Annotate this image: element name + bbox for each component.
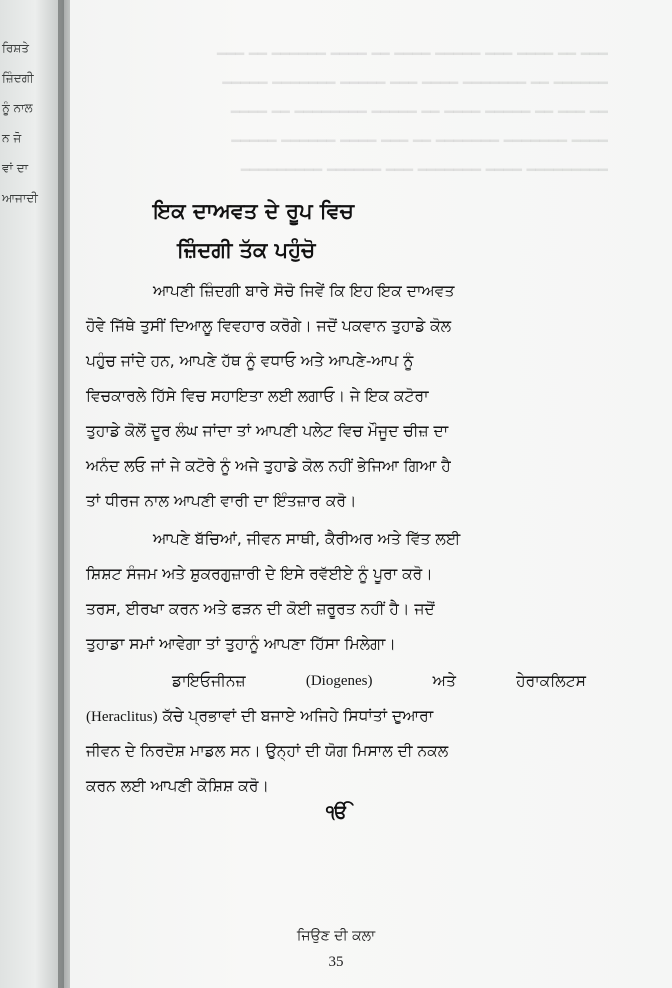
show-through-text: ━━━ ━━ ━━━━ ━━━ ━━━━━ ━━━━ ━━ ━━━━ ━━━━━━ ━━ ━━━ ━━━━━━ ━━ ━━━━━━━ ━━━━ ━━━ ━━━━━ ━━━━━━━ ━━━━━ ━━ ━━━ ━━ ━━━━━ ━━━━ ━━ ━━━━━ ━━━━━━━━ ━━ ━━━━ ━━━━ ━━━━━━━ ━━━━━━━ ━━ ━━━ ━━━━ ━━━━━━ ━━━━━ ━━━━━━━━━ ━━━━ ━━━━━━━ ━━━ ━━━━━━ ━━━━━━━━━ <box>217 45 608 179</box>
left-edge-text: ਨੂੰ ਨਾਲ <box>2 101 33 115</box>
word-diogenes-latin: (Diogenes) <box>305 673 373 689</box>
paragraph-line: ਸ਼ਿਸ਼ਟ ਸੰਜਮ ਅਤੇ ਸ਼ੁਕਰਗੁਜ਼ਾਰੀ ਦੇ ਇਸੇ ਰਵੱਈਏ ਨੂੰ ਪੂਰਾ ਕਰੋ। <box>86 565 433 583</box>
word-diogenes-gurmukhi: ਡਾਇਓਜੀਨਜ਼ <box>172 672 246 690</box>
left-edge-text: ਨ ਜੋ <box>2 131 22 145</box>
page-number: 35 <box>328 954 344 970</box>
left-edge-text: ਜ਼ਿੰਦਗੀ <box>2 71 34 85</box>
chapter-heading-line2: ਜ਼ਿੰਦਗੀ ਤੱਕ ਪਹੁੰਚੋ <box>177 238 316 262</box>
paragraph-line: ਤੁਹਾਡਾ ਸਮਾਂ ਆਵੇਗਾ ਤਾਂ ਤੁਹਾਨੂੰ ਆਪਣਾ ਹਿੱਸਾ ਮਿਲੇਗਾ। <box>86 635 396 653</box>
paragraph-line: ਤੁਹਾਡੇ ਕੋਲੋਂ ਦੂਰ ਲੰਘ ਜਾਂਦਾ ਤਾਂ ਆਪਣੀ ਪਲੇਟ ਵਿਚ ਮੌਜੂਦ ਚੀਜ਼ ਦਾ <box>86 422 449 440</box>
paragraph-line: ਆਪਣੀ ਜ਼ਿੰਦਗੀ ਬਾਰੇ ਸੋਚੋ ਜਿਵੇਂ ਕਿ ਇਹ ਇਕ ਦਾਅਵਤ <box>153 282 455 300</box>
paragraph-line: ਕਰਨ ਲਈ ਆਪਣੀ ਕੋਸ਼ਿਸ਼ ਕਰੋ। <box>86 777 269 795</box>
paragraph-line: ਪਹੁੰਚ ਜਾਂਦੇ ਹਨ, ਆਪਣੇ ਹੱਥ ਨੂੰ ਵਧਾਓ ਅਤੇ ਆਪਣੇ-ਆਪ ਨੂੰ <box>86 352 414 370</box>
word-heraclitus-gurmukhi: ਹੇਰਾਕਲਿਟਸ <box>516 672 586 690</box>
paragraph-line: ਆਪਣੇ ਬੱਚਿਆਂ, ਜੀਵਨ ਸਾਥੀ, ਕੈਰੀਅਰ ਅਤੇ ਵਿੱਤ ਲਈ <box>153 530 461 548</box>
left-edge-text: ਵਾਂ ਦਾ <box>2 161 29 175</box>
left-edge-text: ਰਿਸ਼ਤੇ <box>2 41 29 55</box>
chapter-heading-line1: ਇਕ ਦਾਅਵਤ ਦੇ ਰੂਪ ਵਿਚ <box>153 199 354 223</box>
word-heraclitus-latin: (Heraclitus) <box>86 709 158 725</box>
left-page-edge <box>0 0 64 988</box>
word-and: ਅਤੇ <box>432 672 456 690</box>
paragraph-line: ਹੋਵੇ ਜਿੱਥੇ ਤੁਸੀਂ ਦਿਆਲੂ ਵਿਵਹਾਰ ਕਰੋਗੇ। ਜਦੋਂ ਪਕਵਾਨ ਤੁਹਾਡੇ ਕੋਲ <box>86 317 452 335</box>
paragraph-line-rest: ਕੱਚੇ ਪ੍ਰਭਾਵਾਂ ਦੀ ਬਜਾਏ ਅਜਿਹੇ ਸਿਧਾਂਤਾਂ ਦੁਆਰਾ <box>162 707 434 725</box>
paragraph-line: ਤਰਸ, ਈਰਖਾ ਕਰਨ ਅਤੇ ਫੜਨ ਦੀ ਕੋਈ ਜ਼ਰੂਰਤ ਨਹੀਂ ਹੈ। ਜਦੋਂ <box>86 600 435 618</box>
section-end-symbol: ੴ <box>326 802 348 823</box>
paragraph-line <box>172 670 586 692</box>
paragraph-line: ਅਨੰਦ ਲਓ ਜਾਂ ਜੇ ਕਟੋਰੇ ਨੂੰ ਅਜੇ ਤੁਹਾਡੇ ਕੋਲ ਨਹੀਂ ਭੇਜਿਆ ਗਿਆ ਹੈ <box>86 457 451 475</box>
left-edge-text: ਆਜਾਦੀ <box>2 191 38 205</box>
paragraph-line: ਤਾਂ ਧੀਰਜ ਨਾਲ ਆਪਣੀ ਵਾਰੀ ਦਾ ਇੰਤਜ਼ਾਰ ਕਰੋ। <box>86 492 357 510</box>
running-footer-title: ਜਿਉਣ ਦੀ ਕਲਾ <box>296 928 376 944</box>
paragraph-line: ਜੀਵਨ ਦੇ ਨਿਰਦੋਸ਼ ਮਾਡਲ ਸਨ। ਉਨ੍ਹਾਂ ਦੀ ਯੋਗ ਮਿਸਾਲ ਦੀ ਨਕਲ <box>86 742 449 760</box>
paragraph-line <box>86 705 586 728</box>
paragraph-line: ਵਿਚਕਾਰਲੇ ਹਿੱਸੇ ਵਿਚ ਸਹਾਇਤਾ ਲਈ ਲਗਾਓ। ਜੇ ਇਕ ਕਟੋਰਾ <box>86 387 429 405</box>
